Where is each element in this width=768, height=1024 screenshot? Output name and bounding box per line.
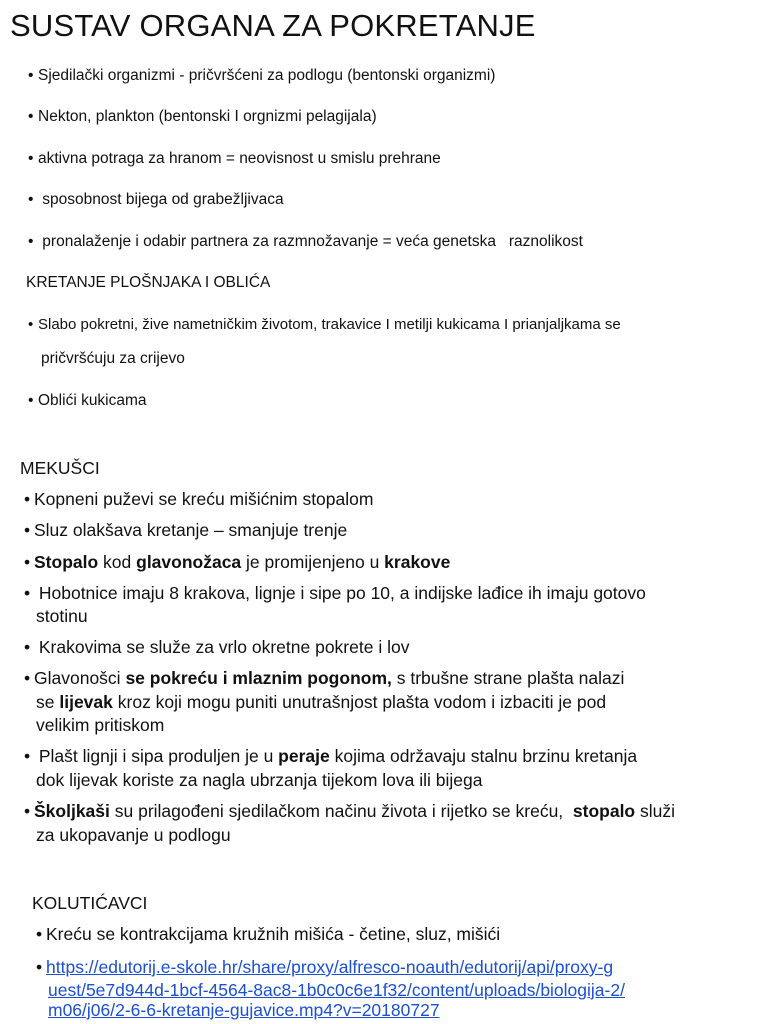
text-run: Glavonošci [34, 668, 126, 688]
text-run: Plašt lignji i sipa produljen je u [34, 746, 279, 766]
page-title: SUSTAV ORGANA ZA POKRETANJE [10, 8, 536, 43]
text-run: kod [98, 552, 137, 572]
text-run: je promijenjeno u [241, 552, 385, 572]
bold-term: peraje [278, 746, 330, 766]
bold-term: stopalo [572, 801, 636, 821]
mekusci-bullet-6-line-1 [34, 668, 624, 689]
bold-term: se pokreću i mlaznim pogonom, [125, 668, 392, 688]
bold-term: Školjkaši [34, 801, 110, 821]
intro-bullet-2: • Nekton, plankton (bentonski I orgnizmi pelagijala) [38, 108, 377, 126]
plosnjaci-bullet-1-line-1: • Slabo pokretni, žive nametničkim životom, trakavice I metilji kukicama I prianjaljkama se [38, 316, 621, 333]
video-link-line-2[interactable]: uest/5e7d944d-1bcf-4564-8ac8-1b0c0c6e1f32/content/uploads/biologija-2/ [48, 980, 625, 1000]
text-run: kroz koji mogu puniti unutrašnjost plašta vodom i izbaciti je pod [112, 692, 607, 712]
intro-bullet-4: • sposobnost bijega od grabežljivaca [38, 191, 284, 209]
bold-term: Stopalo [34, 552, 99, 572]
mekusci-bullet-1: • Kopneni puževi se kreću mišićnim stopalom [34, 489, 373, 510]
text-run: se [36, 692, 60, 712]
mekusci-bullet-4-line-2: stotinu [36, 606, 88, 626]
mekusci-bullet-4-line-1: • Hobotnice imaju 8 krakova, lignje i sipe po 10, a indijske lađice ih imaju gotovo [34, 583, 646, 604]
video-link-line-1[interactable]: https://edutorij.e-skole.hr/share/proxy/alfresco-noauth/edutorij/api/proxy-g [46, 957, 614, 977]
koluticavci-link-line-3-wrap [48, 1000, 440, 1021]
text-run: s trbušne strane plašta nalazi [391, 668, 625, 688]
text-run: su prilagođeni sjedilačkom načinu života i rijetko se kreću, [109, 801, 573, 821]
video-link-line-3[interactable]: m06/j06/2-6-6-kretanje-gujavice.mp4?v=20180727 [48, 1000, 440, 1020]
koluticavci-bullet-1: • Kreću se kontrakcijama kružnih mišića - četine, sluz, mišići [46, 924, 500, 945]
bold-term: glavonožaca [136, 552, 242, 572]
section-heading-koluticavci: KOLUTIĆAVCI [32, 893, 148, 913]
plosnjaci-bullet-2: • Oblići kukicama [38, 392, 147, 410]
section-heading-plosnjaci: KRETANJE PLOŠNJAKA I OBLIĆA [26, 274, 271, 291]
bold-term: krakove [384, 552, 451, 572]
bold-term: lijevak [59, 692, 113, 712]
koluticavci-link-line-2-wrap [48, 980, 625, 1001]
mekusci-bullet-6-line-3: velikim pritiskom [36, 715, 165, 735]
mekusci-bullet-2: • Sluz olakšava kretanje – smanjuje trenje [34, 520, 347, 541]
mekusci-bullet-3 [34, 552, 450, 573]
mekusci-bullet-7-line-2: dok lijevak koriste za nagla ubrzanja tijekom lova ili bijega [36, 770, 483, 790]
plosnjaci-bullet-1-line-2: pričvršćuju za crijevo [41, 350, 185, 367]
text-run: služi [635, 801, 675, 821]
mekusci-bullet-5: • Krakovima se služe za vrlo okretne pokrete i lov [34, 637, 409, 658]
intro-bullet-5: • pronalaženje i odabir partnera za razmnožavanje = veća genetska raznolikost [38, 233, 583, 251]
koluticavci-link-bullet [46, 957, 613, 978]
intro-bullet-1: • Sjedilački organizmi - pričvršćeni za podlogu (bentonski organizmi) [38, 67, 495, 85]
mekusci-bullet-6-line-2 [36, 692, 606, 713]
mekusci-bullet-8-line-2: za ukopavanje u podlogu [36, 825, 231, 845]
mekusci-bullet-8-line-1 [34, 801, 675, 822]
section-heading-mekusci: MEKUŠCI [20, 458, 100, 478]
mekusci-bullet-7-line-1 [34, 746, 637, 767]
intro-bullet-3: • aktivna potraga za hranom = neovisnost u smislu prehrane [38, 150, 441, 168]
text-run: kojima održavaju stalnu brzinu kretanja [329, 746, 638, 766]
